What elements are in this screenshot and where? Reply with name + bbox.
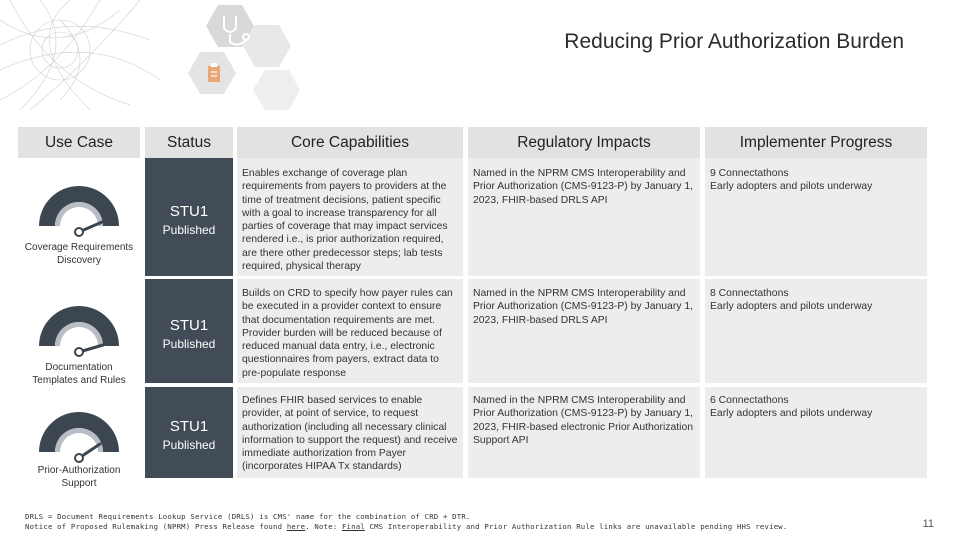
connectathons-count: 6 Connectathons (710, 395, 789, 406)
regulatory-impacts-cell: Named in the NPRM CMS Interoperability and Prior Authorization (CMS-9123-P) by January 1, 2023, FHIR-based DRLS API (468, 158, 700, 276)
footnote-line-1: DRLS = Document Requirements Lookup Service (DRLS) is CMS' name for the combination of CRD + DTR. (25, 512, 471, 521)
connectathons-count: 9 Connectathons (710, 168, 789, 179)
header-use-case: Use Case (18, 127, 140, 158)
adopters-status: Early adopters and pilots underway (710, 181, 873, 193)
implementer-progress-cell (705, 279, 927, 383)
gauge-icon (30, 404, 128, 466)
core-capabilities-cell: Enables exchange of coverage plan requirements from payers to providers at the time of treatment decisions, patient specific with a goal to increase transparency for all parties of coverage that may impact services rendered i.e., is prior authorization required, are there other predecessor steps; lab tests required, physical therapy (237, 158, 463, 276)
regulatory-impacts-cell: Named in the NPRM CMS Interoperability and Prior Authorization (CMS-9123-P) by January 1, 2023, FHIR-based electronic Prior Authorization Support API (468, 387, 700, 478)
nprm-press-release-link[interactable]: here (286, 522, 306, 531)
status-version: STU1 (169, 203, 209, 220)
final-rule-link[interactable]: Final (341, 522, 365, 531)
use-case-label: Prior-Authorization Support (37, 465, 121, 489)
header-status: Status (145, 127, 233, 158)
adopters-status: Early adopters and pilots underway (710, 408, 873, 420)
footnote-text: CMS Interoperability and Prior Authorization Rule links are unavailable pending HHS review. (364, 522, 788, 531)
use-case-dtr (18, 298, 140, 387)
header-core-capabilities: Core Capabilities (237, 127, 463, 158)
gauge-icon (30, 178, 128, 240)
header-regulatory-impacts: Regulatory Impacts (468, 127, 700, 158)
use-case-pas (18, 404, 140, 490)
core-capabilities-cell: Builds on CRD to specify how payer rules can be executed in a provider context to ensure that documentation requirements are met. Provider burden will be reduced because of reduced manual data entry, i.e., electronic questionnaires from payers, extract data to pre-populate response (237, 279, 463, 383)
status-published: Published (162, 337, 216, 351)
implementer-progress-cell (705, 387, 927, 478)
use-case-crd (18, 178, 140, 267)
page-number: 11 (922, 518, 934, 530)
adopters-status: Early adopters and pilots underway (710, 301, 873, 313)
use-case-label: Coverage Requirements Discovery (24, 242, 134, 266)
decorative-network-graphic (0, 0, 300, 110)
status-version: STU1 (169, 418, 209, 435)
status-published: Published (162, 438, 216, 452)
footnote-line-2 (25, 522, 787, 532)
status-cell (145, 387, 233, 478)
core-capabilities-cell: Defines FHIR based services to enable provider, at point of service, to request authorization (including all necessary clinical information to support the request) and receive immediate authorization from Payer (incorporates HIPAA Tx standards) (237, 387, 463, 478)
header-implementer-progress: Implementer Progress (705, 127, 927, 158)
status-version: STU1 (169, 317, 209, 334)
implementer-progress-cell (705, 158, 927, 276)
footnote-text: . Note: (305, 522, 342, 531)
status-published: Published (162, 223, 216, 237)
status-cell (145, 279, 233, 383)
regulatory-impacts-cell: Named in the NPRM CMS Interoperability and Prior Authorization (CMS-9123-P) by January 1, 2023, FHIR-based DRLS API (468, 279, 700, 383)
status-cell (145, 158, 233, 276)
gauge-icon (30, 298, 128, 360)
slide-title: Reducing Prior Authorization Burden (564, 30, 904, 53)
use-case-label: Documentation Templates and Rules (32, 362, 126, 386)
footnote-text: Notice of Proposed Rulemaking (NPRM) Press Release found (25, 522, 287, 531)
connectathons-count: 8 Connectathons (710, 288, 789, 299)
footnote (25, 512, 787, 532)
